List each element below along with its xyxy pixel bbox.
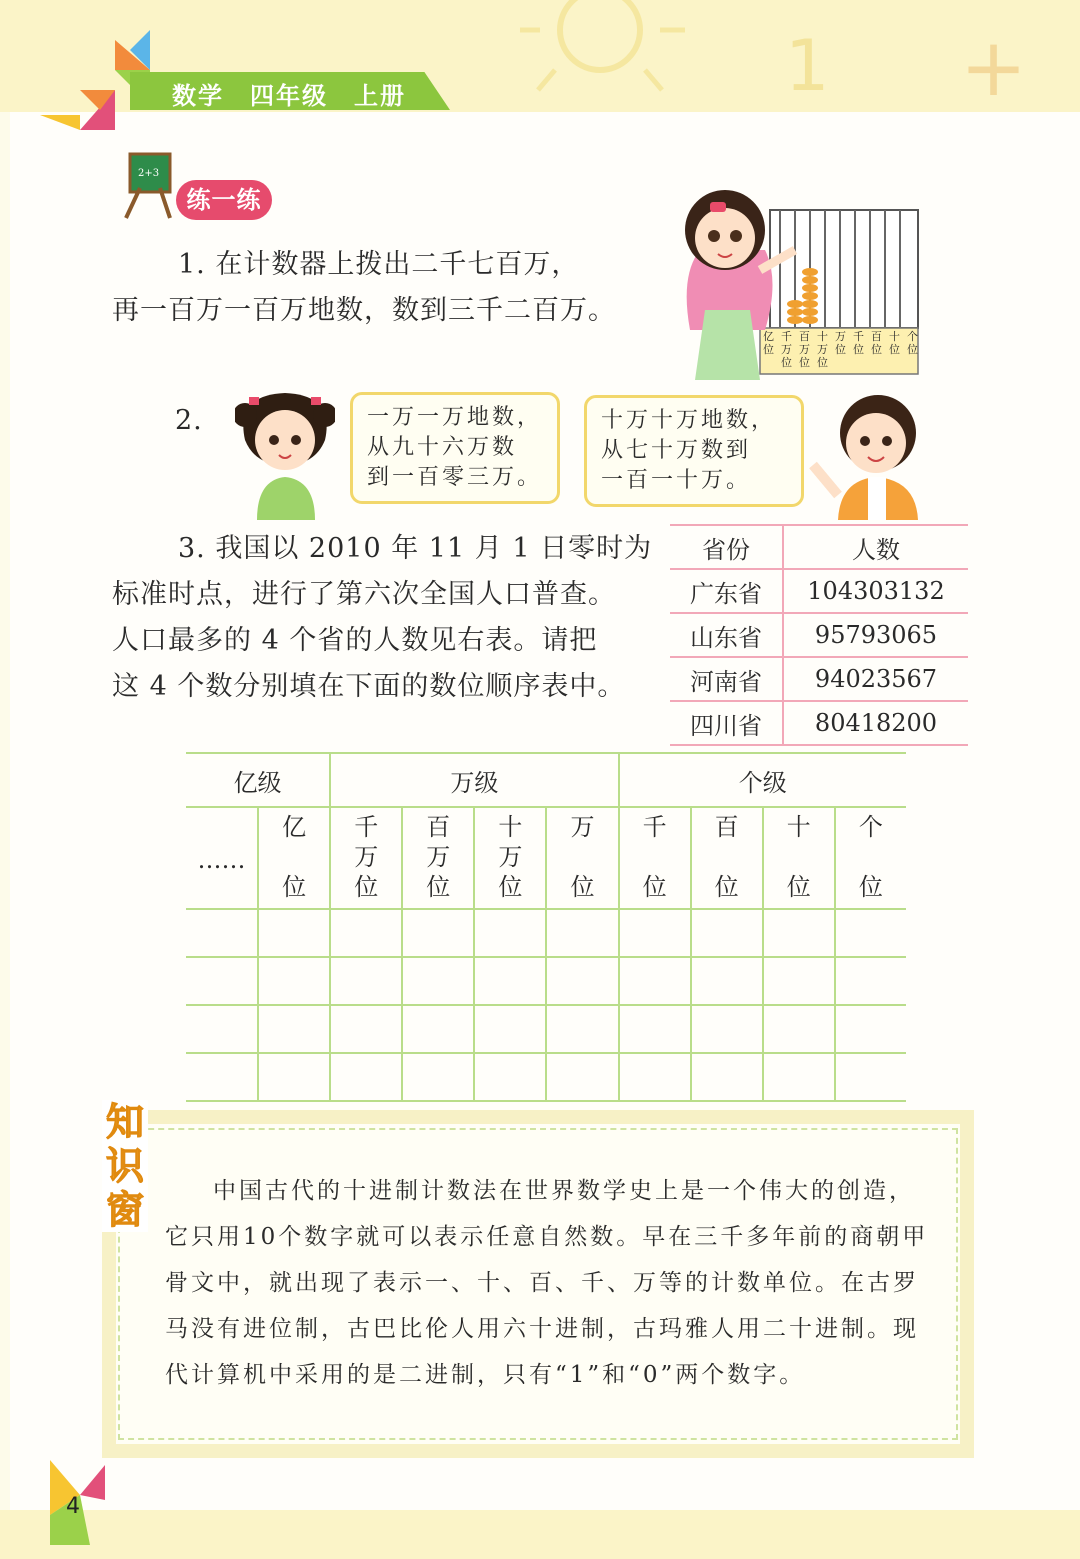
abacus-label-char: 位	[781, 356, 792, 369]
q2-number: 2.	[175, 405, 203, 436]
answer-cell[interactable]	[186, 909, 258, 957]
answer-cell[interactable]	[546, 909, 618, 957]
q3-line-4: 这 4 个数分别填在下面的数位顺序表中。	[112, 671, 626, 702]
abacus-label-char: 位	[763, 343, 774, 356]
answer-cell[interactable]	[619, 1053, 691, 1101]
answer-cell[interactable]	[763, 957, 835, 1005]
abacus-label-char: 千	[781, 330, 792, 343]
level-yi: 亿级	[186, 753, 330, 807]
abacus-label	[871, 330, 882, 369]
answer-cell[interactable]	[619, 909, 691, 957]
place-header-cell	[402, 807, 474, 909]
answer-cell[interactable]	[474, 957, 546, 1005]
abacus-label-char: 位	[889, 343, 900, 356]
header-title: 数学 四年级 上册	[172, 82, 406, 110]
question-3-text	[112, 526, 672, 710]
answer-cell[interactable]	[186, 1005, 258, 1053]
answer-cell[interactable]	[474, 1005, 546, 1053]
place-char: 位	[642, 873, 667, 901]
place-char: 十	[786, 813, 811, 841]
place-char: 万	[426, 843, 451, 871]
boy-bubble-line-2: 从七十万数到	[601, 438, 752, 463]
girl-bubble-line-2: 从九十六万数	[367, 435, 518, 460]
abacus-label	[799, 330, 810, 369]
svg-text:2+3: 2+3	[138, 168, 160, 179]
province-cell: 四川省	[670, 701, 783, 745]
abacus-label-char: 十	[817, 330, 828, 343]
boy-speech-bubble	[584, 395, 804, 507]
q3-line-3: 人口最多的 4 个省的人数见右表。请把	[112, 625, 598, 656]
place-char: 位	[858, 873, 883, 901]
abacus-place-labels	[763, 330, 918, 369]
answer-cell[interactable]	[691, 1053, 763, 1101]
knowledge-text: 中国古代的十进制计数法在世界数学史上是一个伟大的创造，它只用10个数字就可以表示任意自然数。早在三千多年前的商朝甲骨文中，就出现了表示一、十、百、千、万等的计数单位。在古罗马没有进位制，古巴比伦人用六十进制，古玛雅人用二十进制。现代计算机中采用的是二进制，只有“1”和“0”两个数字。	[165, 1178, 929, 1388]
answer-cell[interactable]	[546, 1053, 618, 1101]
answer-cell[interactable]	[763, 1053, 835, 1101]
header-province: 省份	[670, 525, 783, 569]
table-row	[670, 701, 968, 745]
girl-speech-bubble	[350, 392, 560, 504]
abacus-label-char: 位	[853, 343, 864, 356]
place-char: 千	[642, 813, 667, 841]
answer-row[interactable]	[186, 1053, 906, 1101]
abacus-label-char: 万	[817, 343, 828, 356]
abacus-label	[907, 330, 918, 369]
question-1-text	[112, 242, 672, 334]
place-header-cell	[763, 807, 835, 909]
place-char: 位	[786, 873, 811, 901]
province-cell: 广东省	[670, 569, 783, 613]
place-char: 位	[282, 873, 307, 901]
abacus-label-char: 百	[871, 330, 882, 343]
knowledge-title-char: 识	[105, 1144, 144, 1188]
svg-text:1: 1	[785, 25, 830, 107]
answer-cell[interactable]	[330, 957, 402, 1005]
answer-cell[interactable]	[835, 1053, 906, 1101]
answer-cell[interactable]	[258, 957, 330, 1005]
place-char: 位	[498, 873, 523, 901]
population-cell: 94023567	[783, 657, 968, 701]
answer-cell[interactable]	[330, 1053, 402, 1101]
page-corner-icon	[50, 1460, 110, 1550]
header-decoration-icon	[520, 0, 1080, 112]
boy-illustration	[808, 385, 938, 520]
abacus-label-char: 位	[799, 356, 810, 369]
practice-badge: 练一练	[176, 180, 272, 220]
q3-line-1: 3. 我国以 2010 年 11 月 1 日零时为	[178, 533, 653, 564]
place-header-cell	[691, 807, 763, 909]
population-cell: 104303132	[783, 569, 968, 613]
answer-cell[interactable]	[835, 909, 906, 957]
table-row	[670, 657, 968, 701]
level-wan: 万级	[330, 753, 618, 807]
place-char: 百	[714, 813, 739, 841]
abacus-label-char: 万	[781, 343, 792, 356]
answer-cell[interactable]	[402, 1053, 474, 1101]
population-cell: 95793065	[783, 613, 968, 657]
footer-band	[0, 1510, 1080, 1559]
abacus-label-char: 位	[817, 356, 828, 369]
abacus-label-char: 亿	[763, 330, 774, 343]
girl-bubble-line-1: 一万一万地数，	[367, 405, 543, 430]
abacus-label	[889, 330, 900, 369]
place-char: 百	[426, 813, 451, 841]
place-char: 位	[426, 873, 451, 901]
knowledge-title	[102, 1100, 148, 1232]
answer-cell[interactable]	[258, 909, 330, 957]
population-table	[670, 524, 968, 746]
abacus-label	[781, 330, 792, 369]
q1-line-1: 1. 在计数器上拨出二千七百万，	[178, 249, 580, 280]
answer-cell[interactable]	[619, 957, 691, 1005]
knowledge-title-char: 知	[105, 1100, 144, 1144]
table-row	[670, 569, 968, 613]
place-char: 个	[858, 813, 883, 841]
abacus-label	[763, 330, 774, 369]
answer-row[interactable]	[186, 909, 906, 957]
girl-illustration	[235, 385, 335, 520]
place-char: 万	[570, 813, 595, 841]
answer-cell[interactable]	[835, 1005, 906, 1053]
answer-cell[interactable]	[186, 957, 258, 1005]
level-ge: 个级	[619, 753, 906, 807]
answer-cell[interactable]	[330, 909, 402, 957]
abacus-label	[853, 330, 864, 369]
place-header-cell	[474, 807, 546, 909]
q1-line-2: 再一百万一百万地数，数到三千二百万。	[112, 295, 616, 326]
place-header-cell	[619, 807, 691, 909]
place-header-cell	[835, 807, 906, 909]
answer-cell[interactable]	[763, 909, 835, 957]
place-header-cell	[546, 807, 618, 909]
boy-bubble-line-1: 十万十万地数，	[601, 408, 777, 433]
level-row	[186, 753, 906, 807]
girl-bubble-line-3: 到一百零三万。	[367, 465, 543, 490]
answer-cell[interactable]	[619, 1005, 691, 1053]
place-char: 位	[354, 873, 379, 901]
province-cell: 河南省	[670, 657, 783, 701]
abacus-label	[817, 330, 828, 369]
ellipsis-cell: ……	[186, 807, 258, 909]
answer-cell[interactable]	[402, 1005, 474, 1053]
abacus-label-char: 个	[907, 330, 918, 343]
answer-cell[interactable]	[402, 909, 474, 957]
place-char: 位	[570, 873, 595, 901]
answer-row[interactable]	[186, 1005, 906, 1053]
answer-cell[interactable]	[474, 909, 546, 957]
province-cell: 山东省	[670, 613, 783, 657]
abacus-label-char: 万	[835, 330, 846, 343]
table-row	[670, 613, 968, 657]
header-population: 人数	[783, 525, 968, 569]
boy-bubble-line-3: 一百一十万。	[601, 468, 752, 493]
place-char: 万	[354, 843, 379, 871]
answer-cell[interactable]	[691, 957, 763, 1005]
place-header-cell	[258, 807, 330, 909]
place-value-table	[186, 752, 906, 1102]
answer-cell[interactable]	[258, 1053, 330, 1101]
svg-text:+: +	[960, 21, 1028, 112]
answer-cell[interactable]	[835, 957, 906, 1005]
place-header-row	[186, 807, 906, 909]
q3-line-2: 标准时点，进行了第六次全国人口普查。	[112, 579, 616, 610]
abacus-label-char: 位	[835, 343, 846, 356]
answer-row[interactable]	[186, 957, 906, 1005]
place-header-cell	[330, 807, 402, 909]
place-char: 位	[714, 873, 739, 901]
knowledge-title-char: 窗	[105, 1188, 144, 1232]
answer-cell[interactable]	[763, 1005, 835, 1053]
answer-cell[interactable]	[330, 1005, 402, 1053]
population-cell: 80418200	[783, 701, 968, 745]
abacus-label-char: 十	[889, 330, 900, 343]
answer-cell[interactable]	[402, 957, 474, 1005]
abacus-label-char: 万	[799, 343, 810, 356]
population-header-row	[670, 525, 968, 569]
abacus-label-char: 位	[907, 343, 918, 356]
place-char: 万	[498, 843, 523, 871]
answer-cell[interactable]	[691, 1005, 763, 1053]
place-char: 千	[354, 813, 379, 841]
answer-cell[interactable]	[186, 1053, 258, 1101]
abacus-label	[835, 330, 846, 369]
answer-cell[interactable]	[691, 909, 763, 957]
page-number: 4	[66, 1494, 80, 1519]
answer-cell[interactable]	[546, 1005, 618, 1053]
answer-cell[interactable]	[258, 1005, 330, 1053]
place-char: 亿	[282, 813, 307, 841]
place-char: 十	[498, 813, 523, 841]
abacus-label-char: 位	[871, 343, 882, 356]
abacus-label-char: 百	[799, 330, 810, 343]
abacus-label-char: 千	[853, 330, 864, 343]
blackboard-icon	[112, 150, 176, 220]
answer-cell[interactable]	[474, 1053, 546, 1101]
answer-cell[interactable]	[546, 957, 618, 1005]
